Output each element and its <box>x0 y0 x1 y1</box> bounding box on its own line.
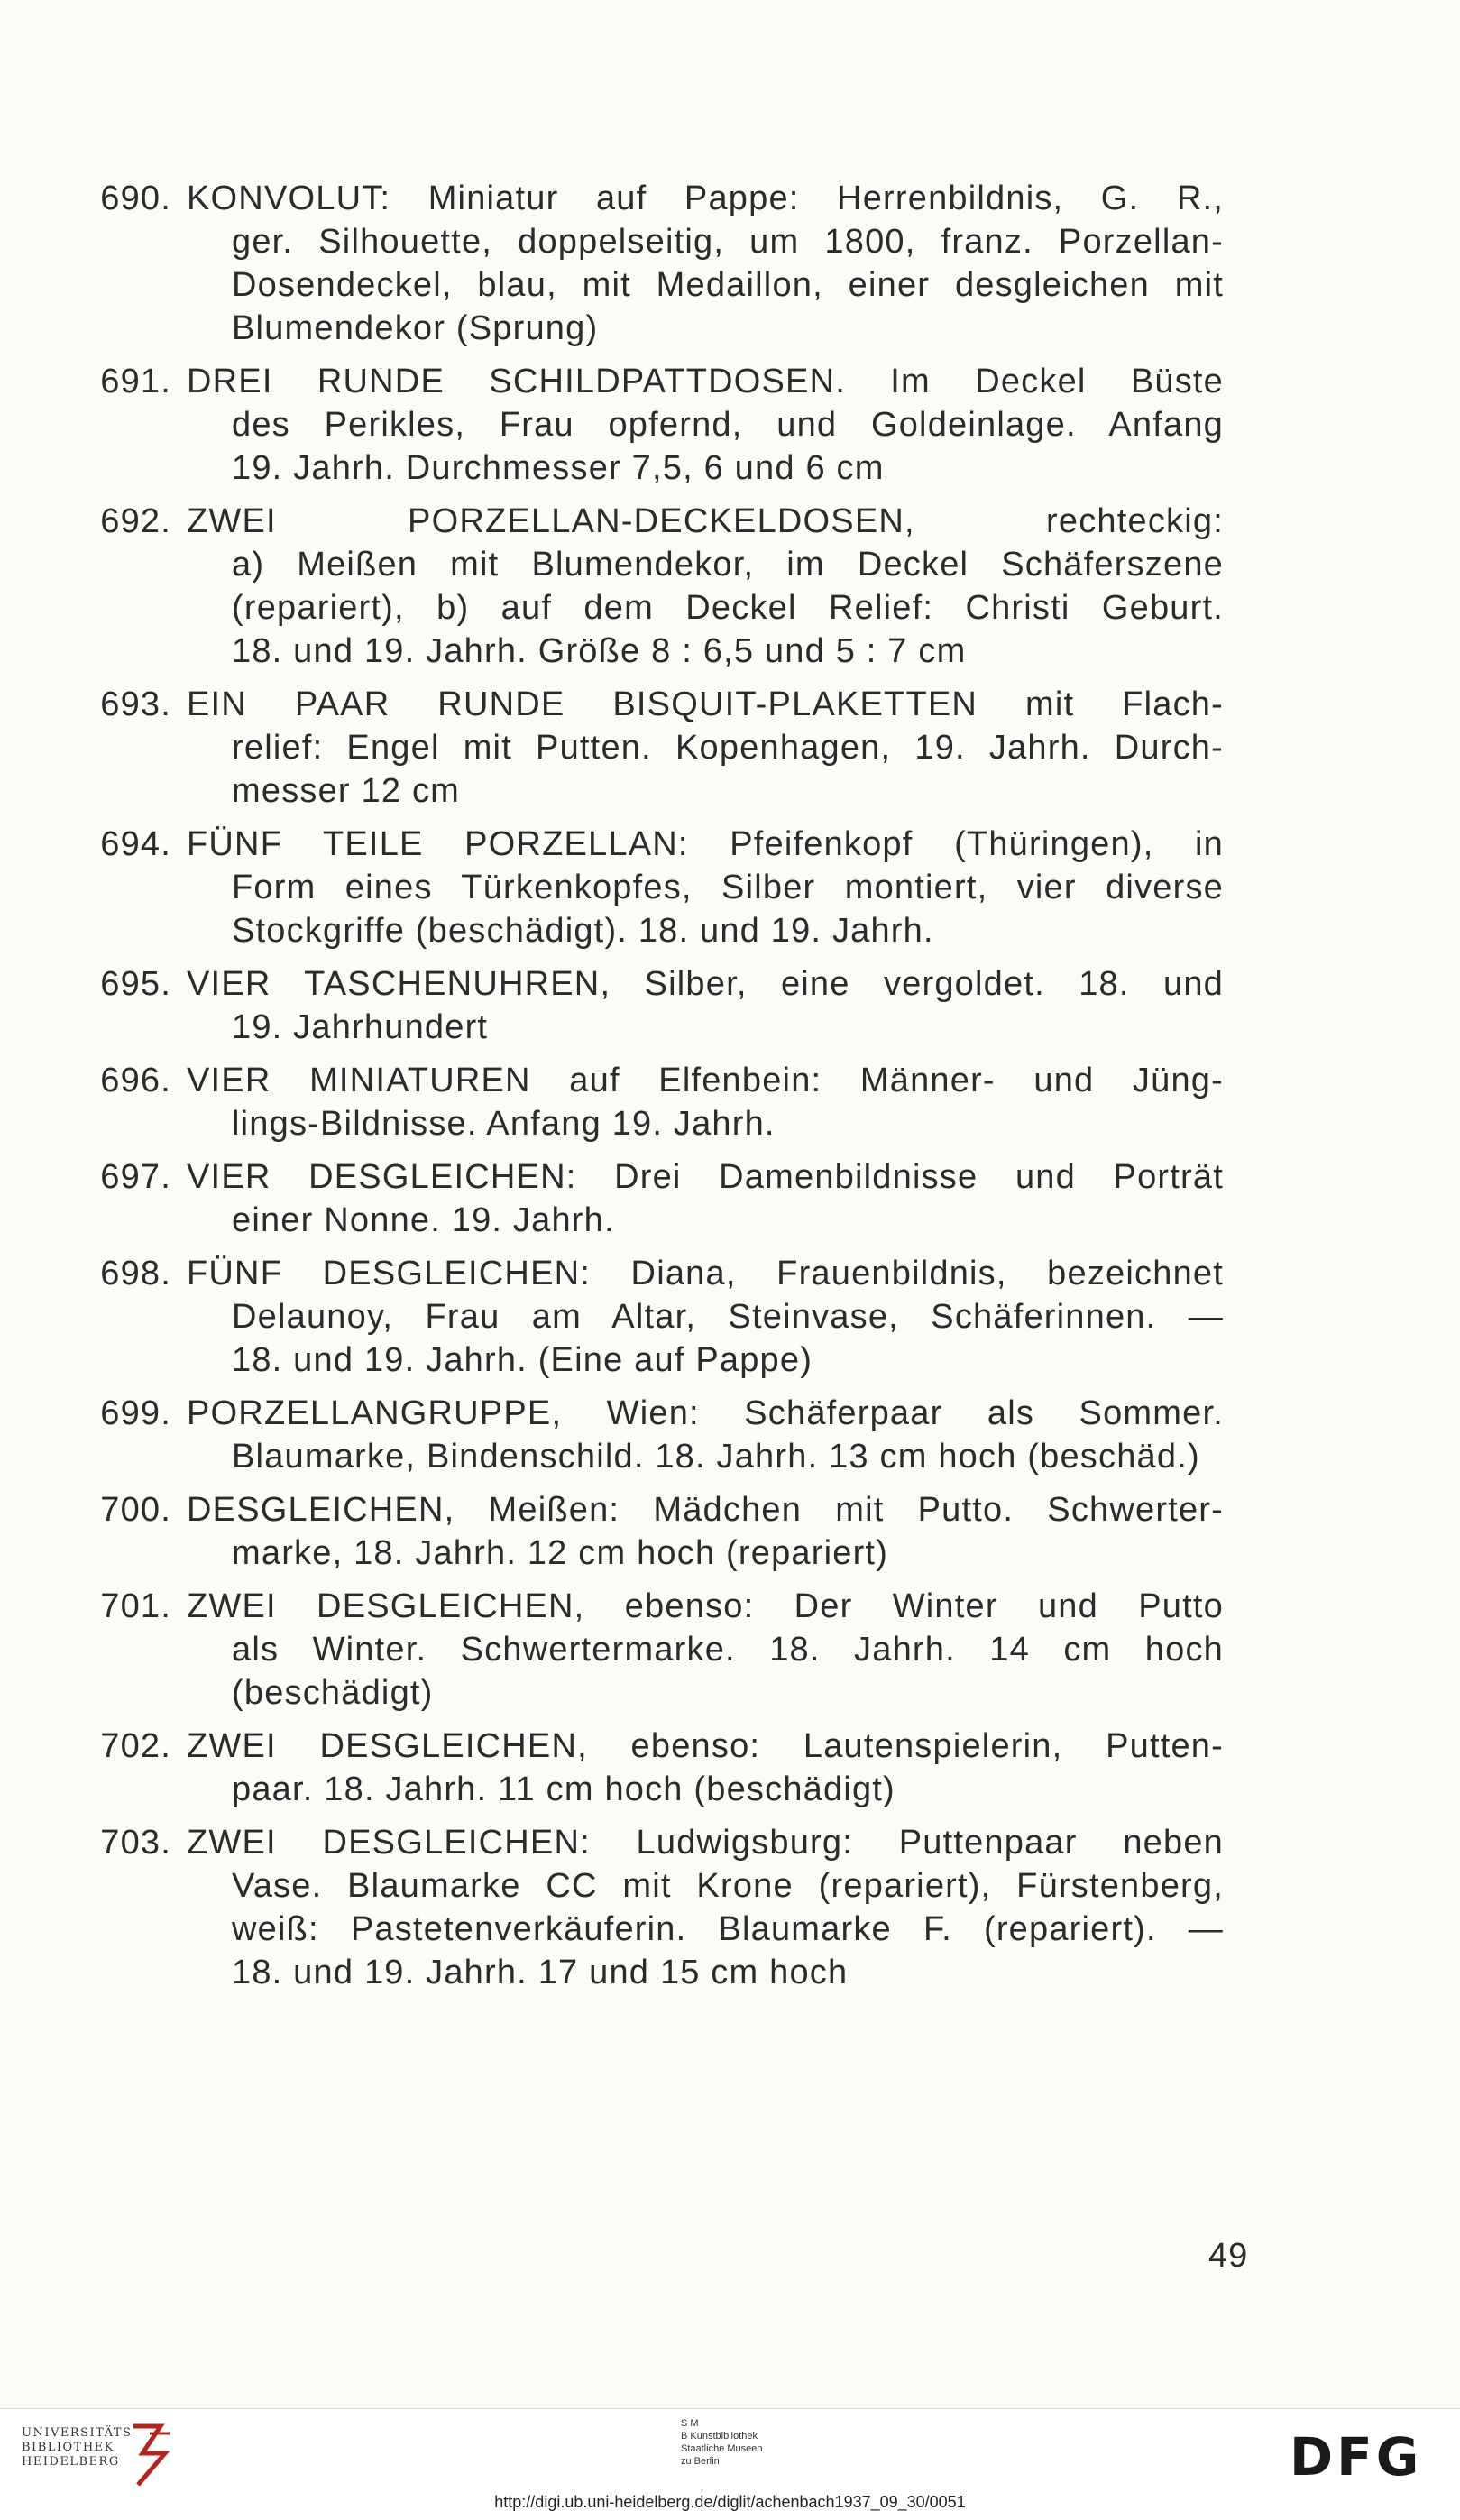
dfg-logo[interactable]: DFG <box>1290 2426 1423 2488</box>
sm-line: B Kunstbibliothek <box>681 2431 758 2442</box>
entry-text-line: Dosendeckel, blau, mit Medaillon, einer desgleichen mit <box>232 266 1224 304</box>
catalog-entry <box>72 1059 1244 1145</box>
entry-number: 695. <box>100 965 171 1003</box>
catalog-entry <box>72 500 1244 673</box>
entry-text-line: a) Meißen mit Blumendekor, im Deckel Schäferszene <box>232 546 1224 584</box>
entry-text-line: (beschädigt) <box>232 1674 434 1712</box>
entry-text-line: 18. und 19. Jahrh. 17 und 15 cm hoch <box>232 1954 849 1991</box>
entry-text-line: DESGLEICHEN, Meißen: Mädchen mit Putto. Schwerter- <box>187 1491 1224 1529</box>
entry-text-line: FÜNF DESGLEICHEN: Diana, Frauenbildnis, bezeichnet <box>187 1255 1224 1292</box>
sm-line: Staatliche Museen <box>681 2443 763 2454</box>
sm-line: zu Berlin <box>681 2456 720 2467</box>
entry-text-line: 18. und 19. Jahrh. Größe 8 : 6,5 und 5 : 7 cm <box>232 632 967 670</box>
entry-text-line: ZWEI DESGLEICHEN, ebenso: Lautenspielerin, Putten- <box>187 1727 1224 1765</box>
entry-text-line: ZWEI DESGLEICHEN: Ludwigsburg: Puttenpaar neben <box>187 1824 1224 1862</box>
page-number: 49 <box>1208 2237 1249 2275</box>
entry-text-line: Delaunoy, Frau am Altar, Steinvase, Schäferinnen. — <box>232 1298 1224 1336</box>
entry-text-line: VIER DESGLEICHEN: Drei Damenbildnisse und Porträt <box>187 1158 1224 1196</box>
entry-text-line: EIN PAAR RUNDE BISQUIT-PLAKETTEN mit Flach- <box>187 685 1224 723</box>
entry-text-line: Blaumarke, Bindenschild. 18. Jahrh. 13 cm hoch (beschäd.) <box>232 1438 1200 1476</box>
entry-number: 702. <box>100 1727 171 1765</box>
entry-text-line: einer Nonne. 19. Jahrh. <box>232 1201 615 1239</box>
entry-number: 694. <box>100 825 171 863</box>
entry-number: 696. <box>100 1062 171 1099</box>
catalog-entries <box>72 177 1244 2004</box>
library-line: HEIDELBERG <box>22 2455 120 2469</box>
entry-number: 703. <box>100 1824 171 1862</box>
catalog-entry <box>72 177 1244 350</box>
catalog-entry <box>72 1155 1244 1242</box>
entry-text-line: 18. und 19. Jahrh. (Eine auf Pappe) <box>232 1341 813 1379</box>
entry-text-line: PORZELLANGRUPPE, Wien: Schäferpaar als Sommer. <box>187 1394 1224 1432</box>
entry-text-line: ger. Silhouette, doppelseitig, um 1800, franz. Porzellan- <box>232 223 1224 261</box>
university-library-logo[interactable] <box>22 2426 138 2469</box>
entry-text-line: Form eines Türkenkopfes, Silber montiert, vier diverse <box>232 869 1224 906</box>
catalog-entry <box>72 1724 1244 1811</box>
smb-kunstbibliothek-logo[interactable] <box>681 2417 763 2468</box>
sm-line: S M <box>681 2418 699 2429</box>
catalog-entry <box>72 1821 1244 1994</box>
entry-text-line: messer 12 cm <box>232 772 461 810</box>
entry-text-line: ZWEI PORZELLAN-DECKELDOSEN, rechteckig: <box>187 502 1224 540</box>
library-line: UNIVERSITÄTS- <box>22 2426 138 2440</box>
source-url-link[interactable]: http://digi.ub.uni-heidelberg.de/diglit/achenbach1937_09_30/0051 <box>494 2493 966 2511</box>
catalog-entry <box>72 1392 1244 1478</box>
entry-text-line: VIER MINIATUREN auf Elfenbein: Männer- und Jüng- <box>187 1062 1224 1099</box>
entry-number: 701. <box>100 1587 171 1625</box>
catalog-entry <box>72 823 1244 952</box>
entry-text-line: (repariert), b) auf dem Deckel Relief: Christi Geburt. <box>232 589 1224 627</box>
entry-number: 697. <box>100 1158 171 1196</box>
entry-text-line: als Winter. Schwertermarke. 18. Jahrh. 14 cm hoch <box>232 1631 1224 1669</box>
entry-text-line: ZWEI DESGLEICHEN, ebenso: Der Winter und Putto <box>187 1587 1224 1625</box>
library-line: BIBLIOTHEK <box>22 2441 115 2454</box>
entry-text-line: Stockgriffe (beschädigt). 18. und 19. Jahrh. <box>232 912 934 950</box>
catalog-entry <box>72 1252 1244 1382</box>
entry-text-line: Blumendekor (Sprung) <box>232 309 599 347</box>
entry-number: 700. <box>100 1491 171 1529</box>
entry-text-line: lings-Bildnisse. Anfang 19. Jahrh. <box>232 1105 776 1143</box>
library-emblem-icon <box>124 2417 179 2489</box>
entry-text-line: 19. Jahrhundert <box>232 1008 489 1046</box>
catalog-entry <box>72 962 1244 1049</box>
entry-number: 692. <box>100 502 171 540</box>
entry-text-line: des Perikles, Frau opfernd, und Goldeinlage. Anfang <box>232 406 1224 444</box>
entry-text-line: Vase. Blaumarke CC mit Krone (repariert), Fürstenberg, <box>232 1867 1224 1905</box>
catalog-entry <box>72 1585 1244 1715</box>
entry-number: 691. <box>100 363 171 400</box>
entry-number: 699. <box>100 1394 171 1432</box>
entry-text-line: KONVOLUT: Miniatur auf Pappe: Herrenbildnis, G. R., <box>187 179 1224 217</box>
entry-number: 690. <box>100 179 171 217</box>
entry-text-line: VIER TASCHENUHREN, Silber, eine vergoldet. 18. und <box>187 965 1224 1003</box>
catalog-entry <box>72 683 1244 813</box>
entry-text-line: relief: Engel mit Putten. Kopenhagen, 19. Jahrh. Durch- <box>232 729 1224 767</box>
catalog-entry <box>72 1488 1244 1575</box>
entry-number: 698. <box>100 1255 171 1292</box>
entry-text-line: weiß: Pastetenverkäuferin. Blaumarke F. (repariert). — <box>232 1910 1224 1948</box>
entry-number: 693. <box>100 685 171 723</box>
entry-text-line: 19. Jahrh. Durchmesser 7,5, 6 und 6 cm <box>232 449 885 487</box>
catalog-entry <box>72 360 1244 490</box>
entry-text-line: DREI RUNDE SCHILDPATTDOSEN. Im Deckel Büste <box>187 363 1224 400</box>
entry-text-line: marke, 18. Jahrh. 12 cm hoch (repariert) <box>232 1534 889 1572</box>
entry-text-line: paar. 18. Jahrh. 11 cm hoch (beschädigt) <box>232 1770 895 1808</box>
entry-text-line: FÜNF TEILE PORZELLAN: Pfeifenkopf (Thüringen), in <box>187 825 1224 863</box>
